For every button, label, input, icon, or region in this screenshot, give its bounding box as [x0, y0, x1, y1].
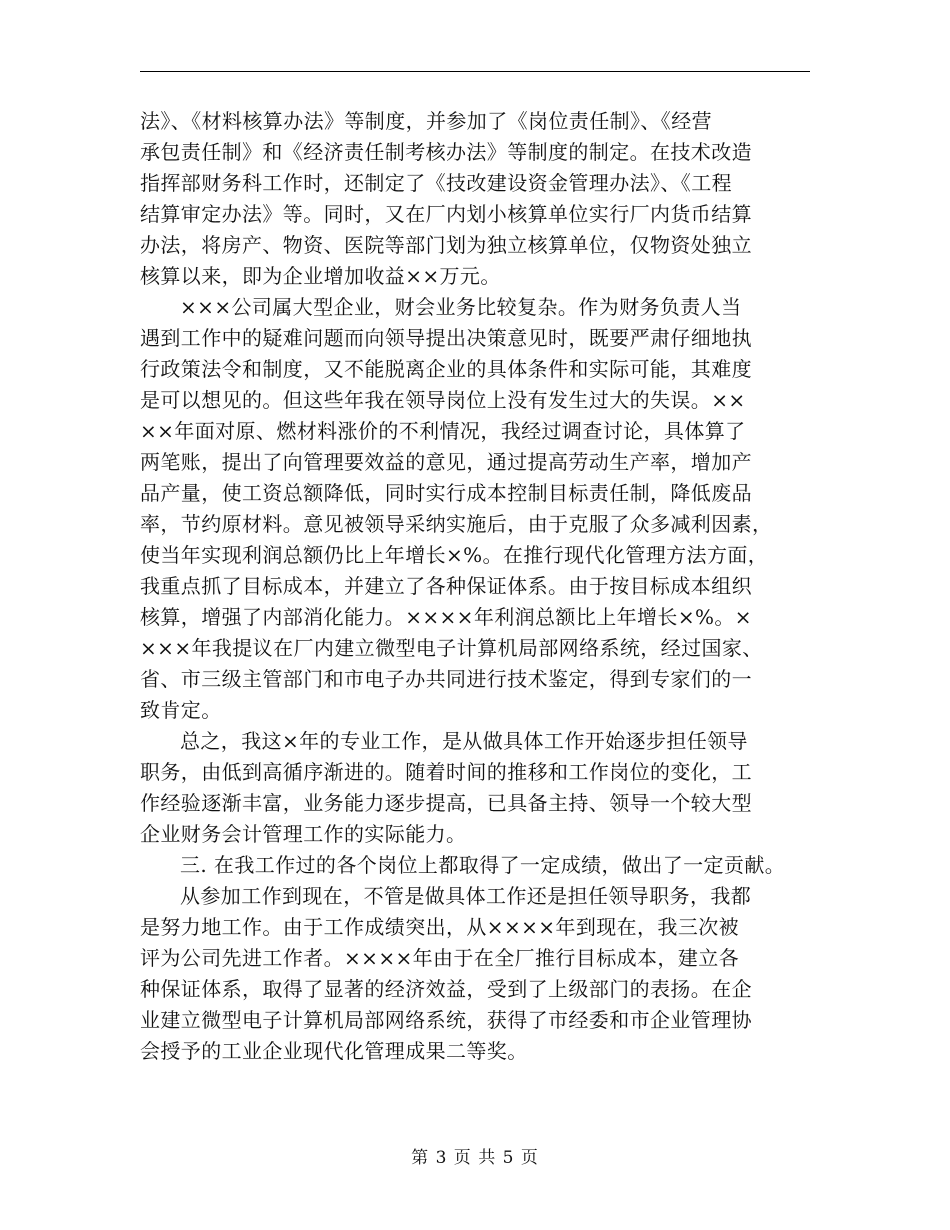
text-line: 评为公司先进工作者。××××年由于在全厂推行目标成本，建立各: [140, 946, 740, 970]
paragraph-first-line: 总之，我这×年的专业工作，是从做具体工作开始逐步担任领导: [180, 729, 748, 753]
document-body: [140, 106, 830, 1067]
text-line: 办法，将房产、物资、医院等部门划为独立核算单位，仅物资处独立: [140, 233, 752, 257]
text-line: 指挥部财务科工作时，还制定了《技改建设资金管理办法》、《工程: [140, 171, 732, 195]
text-line: 是可以想见的。但这些年我在领导岗位上没有发生过大的失误。××: [140, 388, 746, 412]
page-number-footer: 第 3 页 共 5 页: [411, 1148, 539, 1168]
text-line: 种保证体系，取得了显著的经济效益，受到了上级部门的表扬。在企: [140, 977, 752, 1001]
header-rule: [140, 71, 810, 72]
text-line: 行政策法令和制度，又不能脱离企业的具体条件和实际可能，其难度: [140, 357, 752, 381]
text-line: 致肯定。: [140, 698, 222, 722]
text-line: 我重点抓了目标成本，并建立了各种保证体系。由于按目标成本组织: [140, 574, 752, 598]
text-line: 承包责任制》和《经济责任制考核办法》等制度的制定。在技术改造: [140, 140, 752, 164]
text-line: 结算审定办法》等。同时，又在厂内划小核算单位实行厂内货币结算: [140, 202, 752, 226]
text-line: 业建立微型电子计算机局部网络系统，获得了市经委和市企业管理协: [140, 1008, 752, 1032]
text-line: 职务，由低到高循序渐进的。随着时间的推移和工作岗位的变化，工: [140, 760, 752, 784]
text-line: 法》、《材料核算办法》等制度，并参加了《岗位责任制》、《经营: [140, 109, 712, 133]
text-line: 作经验逐渐丰富，业务能力逐步提高，已具备主持、领导一个较大型: [140, 791, 752, 815]
text-line: ××年面对原、燃材料涨价的不利情况，我经过调查讨论，具体算了: [140, 419, 746, 443]
text-line: 核算以来，即为企业增加收益××万元。: [140, 264, 501, 288]
text-line: 使当年实现利润总额仍比上年增长×%。在推行现代化管理方法方面，: [140, 543, 769, 567]
text-line: 是努力地工作。由于工作成绩突出，从××××年到现在，我三次被: [140, 915, 740, 939]
text-line: ×××年我提议在厂内建立微型电子计算机局部网络系统，经过国家、: [140, 636, 763, 660]
text-line: 会授予的工业企业现代化管理成果二等奖。: [140, 1039, 528, 1063]
text-line: 遇到工作中的疑难问题而向领导提出决策意见时，既要严肃仔细地执: [140, 326, 752, 350]
paragraph-first-line: 从参加工作到现在，不管是做具体工作还是担任领导职务，我都: [180, 884, 752, 908]
text-line: 品产量，使工资总额降低，同时实行成本控制目标责任制，降低废品: [140, 481, 752, 505]
text-line: 率，节约原材料。意见被领导采纳实施后，由于克服了众多减利因素，: [140, 512, 773, 536]
text-line: 两笔账，提出了向管理要效益的意见，通过提高劳动生产率，增加产: [140, 450, 752, 474]
paragraph-first-line: ×××公司属大型企业，财会业务比较复杂。作为财务负责人当: [180, 295, 742, 319]
text-line: 企业财务会计管理工作的实际能力。: [140, 822, 467, 846]
section-heading: 三. 在我工作过的各个岗位上都取得了一定成绩，做出了一定贡献。: [180, 853, 786, 877]
text-line: 省、市三级主管部门和市电子办共同进行技术鉴定，得到专家们的一: [140, 667, 752, 691]
text-line: 核算，增强了内部消化能力。××××年利润总额比上年增长×%。×: [140, 605, 752, 629]
